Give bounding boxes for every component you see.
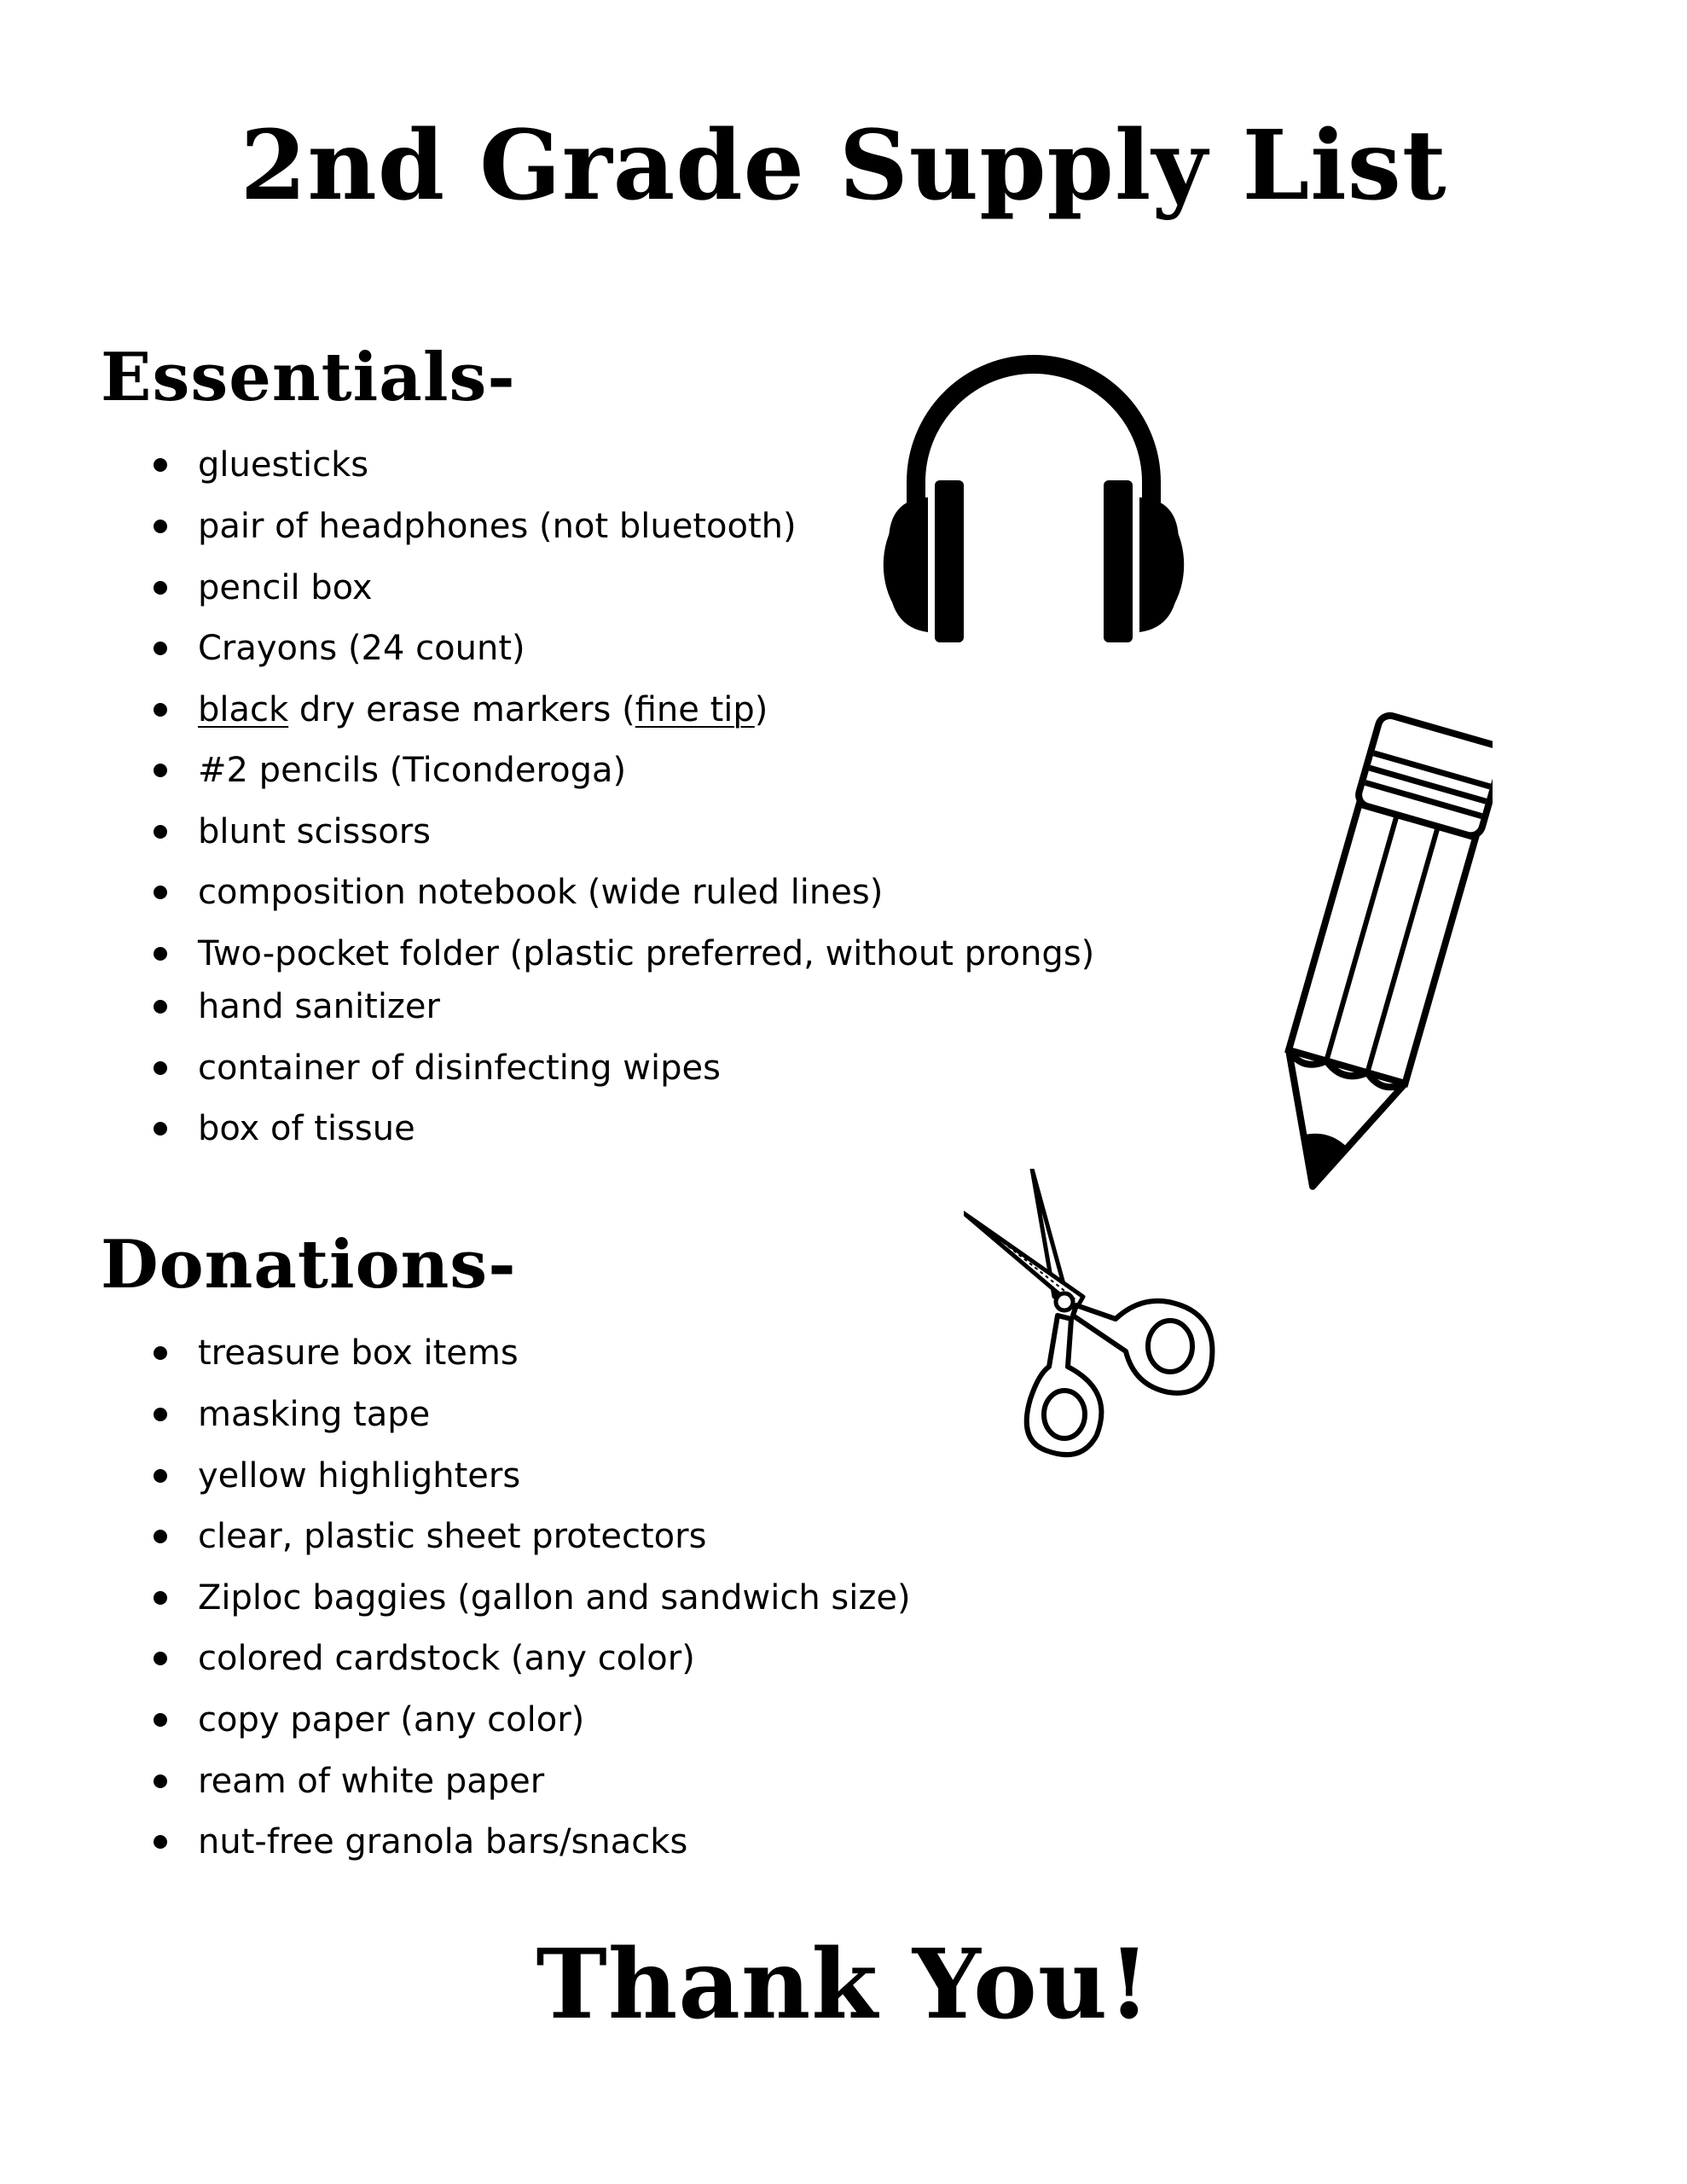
list-item-text: yellow highlighters <box>198 1456 521 1496</box>
bullet-icon <box>154 642 167 655</box>
bullet-icon <box>154 1469 167 1483</box>
list-item-text: Ziploc baggies (gallon and sandwich size) <box>198 1578 911 1618</box>
headphones-icon <box>863 354 1204 644</box>
list-item-text: nut-free granola bars/snacks <box>198 1822 688 1862</box>
pencil-icon <box>1254 708 1493 1211</box>
list-item-text: #2 pencils (Ticonderoga) <box>198 751 627 790</box>
bullet-icon <box>154 764 167 777</box>
list-item-text: clear, plastic sheet protectors <box>198 1517 707 1556</box>
bullet-icon <box>154 1652 167 1665</box>
list-item-text: Two-pocket folder (plastic preferred, without prongs) <box>198 934 1095 973</box>
list-item-text: blunt scissors <box>198 812 431 851</box>
bullet-icon <box>154 825 167 839</box>
bullet-icon <box>154 1000 167 1014</box>
page-title: 2nd Grade Supply List <box>240 110 1447 222</box>
list-item-text: masking tape <box>198 1395 431 1434</box>
thank-you-footer: Thank You! <box>536 1929 1151 2041</box>
list-item-text: ream of white paper <box>198 1762 545 1801</box>
bullet-icon <box>154 1061 167 1075</box>
list-item-text: box of tissue <box>198 1109 415 1148</box>
closing-paren: ) <box>754 690 768 729</box>
scissors-icon <box>964 1169 1245 1459</box>
bullet-icon <box>154 1835 167 1849</box>
list-item-text: container of disinfecting wipes <box>198 1048 721 1088</box>
bullet-icon <box>154 703 167 717</box>
donations-heading: Donations- <box>101 1226 517 1304</box>
bullet-icon <box>154 1122 167 1136</box>
bullet-icon <box>154 581 167 595</box>
underlined-fine-tip: fine tip <box>635 690 755 729</box>
bullet-icon <box>154 947 167 961</box>
list-item-text: treasure box items <box>198 1333 519 1373</box>
bullet-icon <box>154 1713 167 1727</box>
underlined-black: black <box>198 690 289 729</box>
list-item-text: pair of headphones (not bluetooth) <box>198 507 797 546</box>
list-item-text: composition notebook (wide ruled lines) <box>198 873 884 912</box>
essentials-heading: Essentials- <box>101 339 516 416</box>
bullet-icon <box>154 1774 167 1788</box>
list-item-text: pencil box <box>198 568 373 607</box>
list-item-text: hand sanitizer <box>198 987 440 1026</box>
list-item-text <box>198 684 768 735</box>
bullet-icon <box>154 458 167 472</box>
list-item-text: colored cardstock (any color) <box>198 1639 695 1678</box>
marker-text: dry erase markers ( <box>288 690 635 729</box>
bullet-icon <box>154 1530 167 1543</box>
list-item-text: gluesticks <box>198 445 369 485</box>
bullet-icon <box>154 1591 167 1605</box>
bullet-icon <box>154 520 167 533</box>
list-item-text: Crayons (24 count) <box>198 629 525 668</box>
bullet-icon <box>154 886 167 899</box>
list-item-text: copy paper (any color) <box>198 1700 585 1740</box>
bullet-icon <box>154 1346 167 1360</box>
bullet-icon <box>154 1408 167 1421</box>
